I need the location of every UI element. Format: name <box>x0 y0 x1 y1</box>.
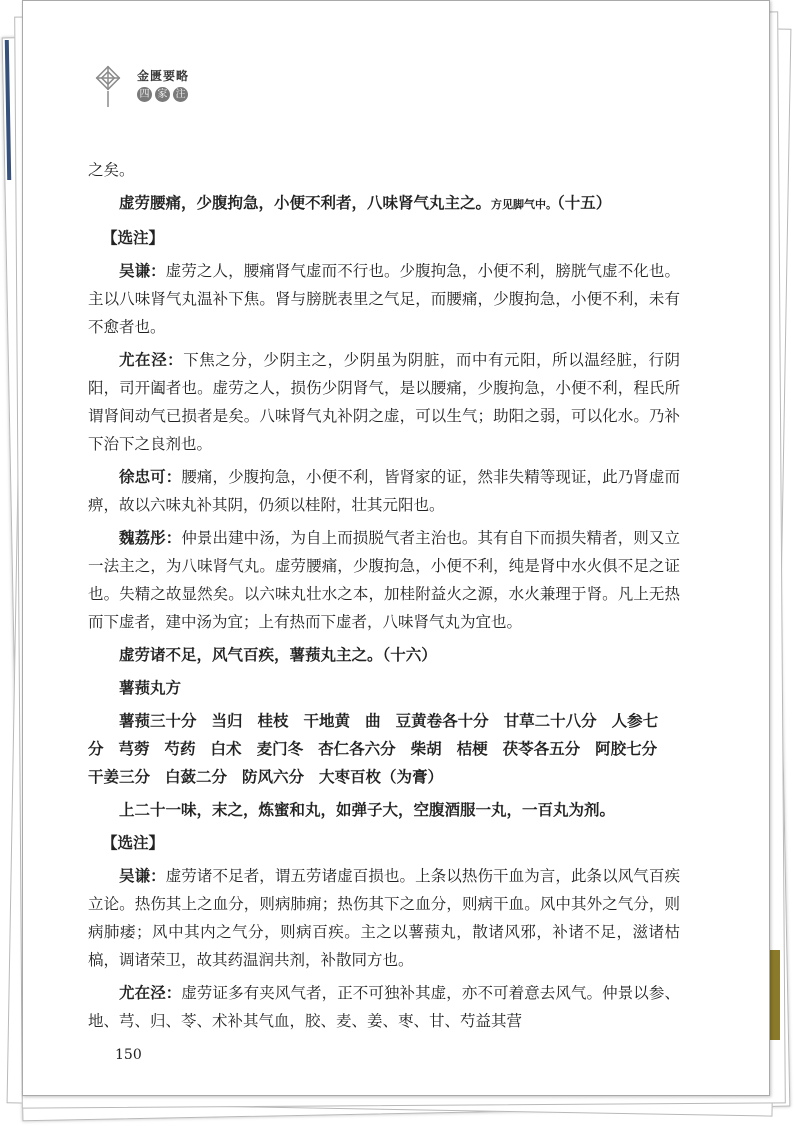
cover-edge-right <box>770 950 780 1040</box>
section-heading: 【选注】 <box>102 834 165 852</box>
book-title: 金匮要略 <box>137 69 190 83</box>
clause-note: 方见脚气中。 <box>491 198 558 211</box>
clause-number: （十五） <box>557 194 612 212</box>
herb-item: 干地黄 <box>303 712 351 730</box>
herb-item: 桂枝 <box>257 712 289 730</box>
commentary <box>88 346 680 458</box>
commentary-text: 虚劳之人，腰痛肾气虚而不行也。少腹拘急，小便不利，膀胱气虚不化也。主以八味肾气丸温补下焦。肾与膀胱表里之气足，而腰痛，少腹拘急，小便不利，未有不愈者也。 <box>88 262 680 336</box>
herb-item: 豆黄卷各十分 <box>395 712 489 730</box>
herb-item: 干姜三分 <box>88 768 151 786</box>
clause-text: 虚劳腰痛，少腹拘急，小便不利者，八味肾气丸主之。 <box>119 194 492 212</box>
herb-list <box>88 707 680 791</box>
preparation-method: 上二十一味，末之，炼蜜和丸，如弹子大，空腹酒服一丸，一百丸为剂。 <box>119 801 616 819</box>
herb-item: 白术 <box>210 740 242 758</box>
commentator-name: 徐忠可： <box>119 468 182 486</box>
commentary <box>88 979 680 1035</box>
series-badge: 家 <box>155 87 170 102</box>
herb-item: 防风六分 <box>242 768 305 786</box>
series-badges <box>137 87 188 102</box>
herb-item: 甘草二十八分 <box>503 712 597 730</box>
herb-item: 白蔹二分 <box>165 768 228 786</box>
commentator-name: 吴谦： <box>119 262 166 280</box>
herb-item: 大枣百枚（为膏） <box>319 768 444 786</box>
commentary <box>88 862 680 974</box>
page-body <box>88 156 680 1040</box>
herb-item: 柴胡 <box>410 740 442 758</box>
section-heading: 【选注】 <box>102 229 165 247</box>
herb-item: 人参七分 <box>88 712 659 758</box>
herb-item: 阿胶七分 <box>595 740 658 758</box>
herb-item: 芍药 <box>164 740 196 758</box>
herb-item: 麦门冬 <box>256 740 304 758</box>
commentary <box>88 463 680 519</box>
commentator-name: 尤在泾： <box>119 984 182 1002</box>
knot-ornament-icon <box>93 65 123 109</box>
commentary-text: 虚劳诸不足者，谓五劳诸虚百损也。上条以热伤干血为言，此条以风气百疾立论。热伤其上之血分，则病肺痈；热伤其下之血分，则病干血。风中其外之气分，则病肺痿；风中其内之气分，则病百疾。主之以薯蓣丸，散诸风邪，补诸不足，滋诸枯槁，调诸荣卫，故其药温润共剂，补散同方也。 <box>88 867 680 969</box>
commentary-text: 下焦之分，少阴主之，少阴虽为阴脏，而中有元阳，所以温经脏，行阴阳，司开阖者也。虚劳之人，损伤少阴肾气，是以腰痛，少腹拘急，小便不利，程氏所谓肾间动气已损者是矣。八味肾气丸补阴之虚，可以生气；助阳之弱，可以化水。乃补下治下之良剂也。 <box>88 351 680 453</box>
herb-item: 芎䓖 <box>118 740 150 758</box>
herb-item: 薯蓣三十分 <box>119 712 197 730</box>
commentary-text: 虚劳证多有夹风气者，正不可独补其虚，亦不可着意去风气。仲景以参、地、芎、归、苓、术补其气血，胶、麦、姜、枣、甘、芍益其营 <box>88 984 680 1030</box>
commentary-text: 腰痛，少腹拘急，小便不利，皆肾家的证，然非失精等现证，此乃肾虚而痹，故以六味丸补其阴，仍须以桂附，壮其元阳也。 <box>88 468 680 514</box>
herb-item: 桔梗 <box>456 740 488 758</box>
commentator-name: 尤在泾： <box>119 351 184 369</box>
series-badge: 四 <box>137 87 152 102</box>
commentator-name: 魏荔彤： <box>119 529 182 547</box>
herb-item: 曲 <box>365 712 381 730</box>
paragraph: 之矣。 <box>88 161 135 179</box>
herb-item: 杏仁各六分 <box>318 740 396 758</box>
book-page <box>22 0 770 1096</box>
page-number: 150 <box>115 1047 142 1063</box>
recipe-title: 薯蓣丸方 <box>119 679 182 697</box>
clause-15 <box>88 189 680 219</box>
commentary-text: 仲景出建中汤，为自上而损脱气者主治也。其有自下而损失精者，则又立一法主之，为八味肾气丸。虚劳腰痛，少腹拘急，小便不利，纯是肾中水火俱不足之证也。失精之故显然矣。以六味丸壮水之本，加桂附益火之源，水火兼理于肾。凡上无热而下虚者，建中汤为宜；上有热而下虚者，八味肾气丸为宜也。 <box>88 529 680 631</box>
herb-item: 当归 <box>211 712 243 730</box>
clause-16: 虚劳诸不足，风气百疾，薯蓣丸主之。（十六） <box>119 646 437 664</box>
herb-item: 茯苓各五分 <box>502 740 581 758</box>
commentary <box>88 257 680 341</box>
commentary <box>88 524 680 636</box>
series-badge: 注 <box>173 87 188 102</box>
commentator-name: 吴谦： <box>119 867 166 885</box>
